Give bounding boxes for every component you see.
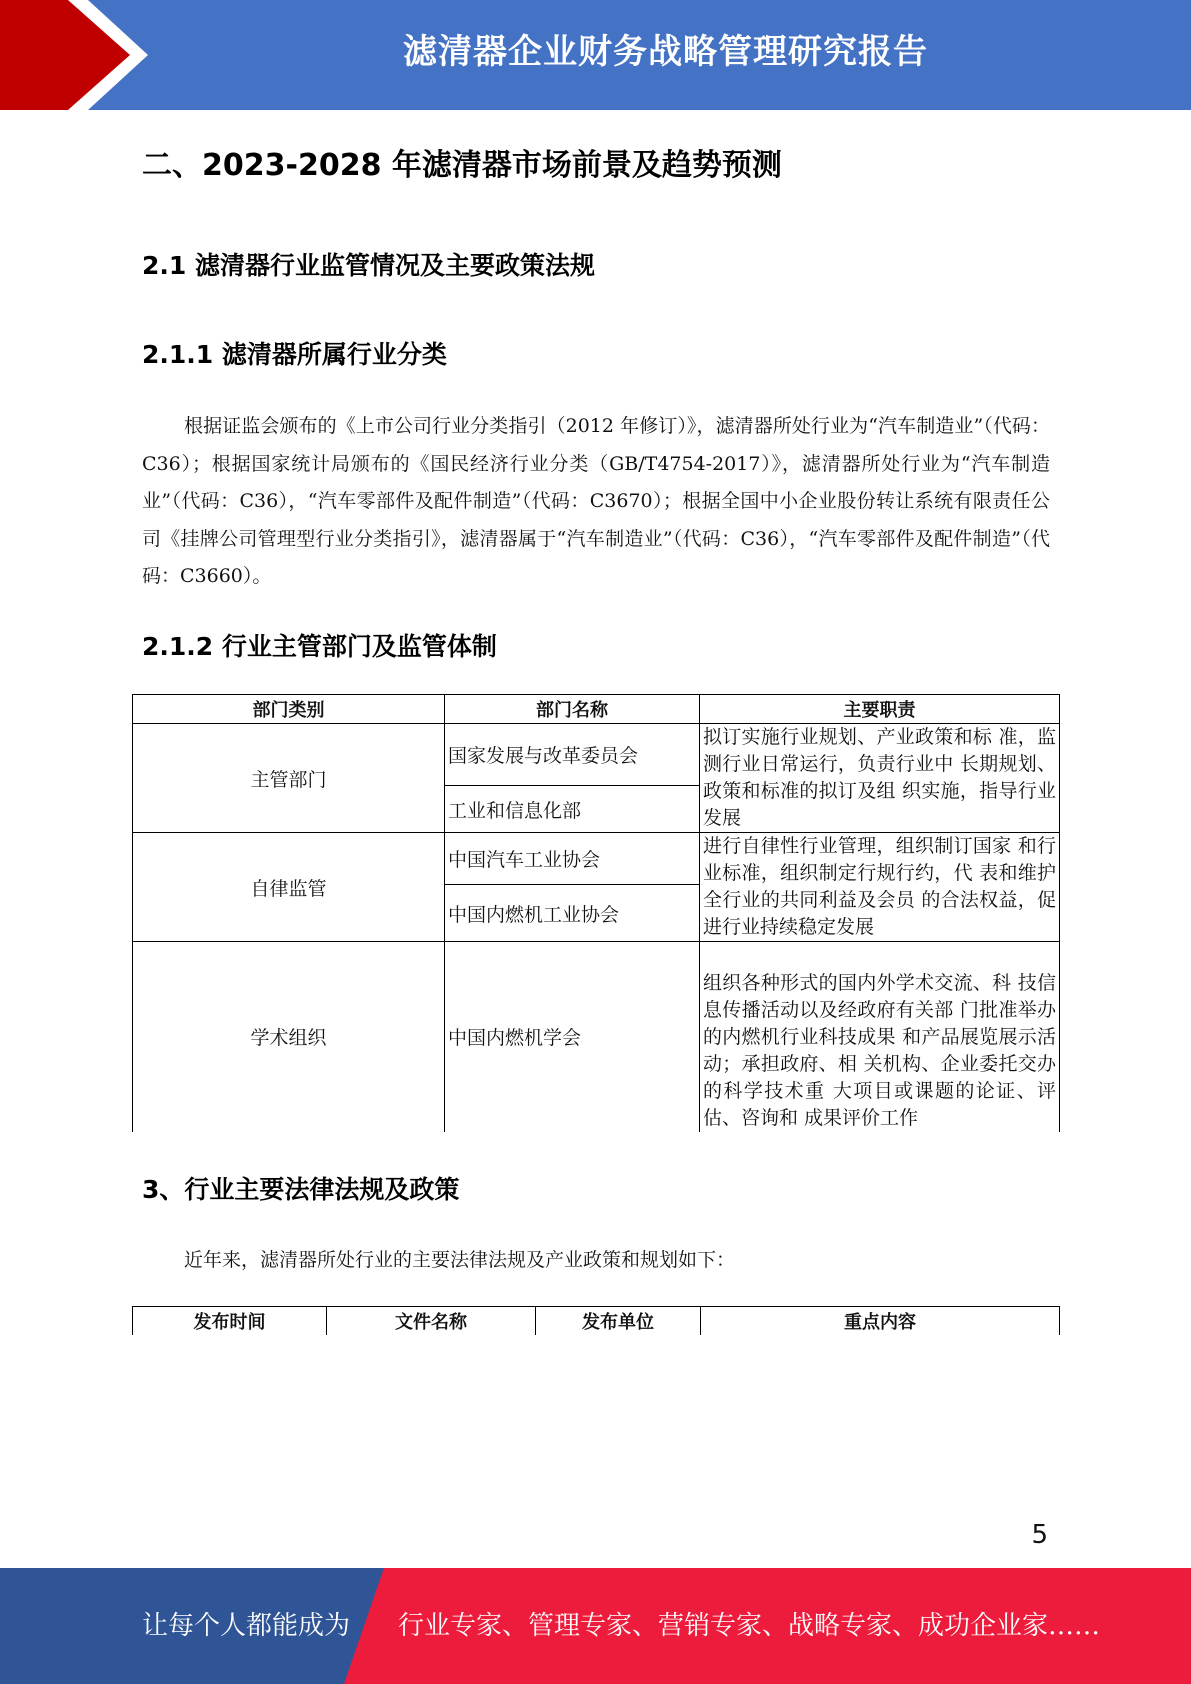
department-cell: 中国汽车工业协会 xyxy=(445,833,700,885)
table-row xyxy=(133,942,1060,1132)
header-date: 发布时间 xyxy=(133,1307,327,1336)
category-cell: 学术组织 xyxy=(133,942,445,1132)
table-row xyxy=(133,833,1060,885)
header-duty: 主要职责 xyxy=(700,695,1060,724)
duty-cell: 组织各种形式的国内外学术交流、科 技信息传播活动以及经政府有关部 门批准举办的内燃机行业科技成果 和产品展览展示活动；承担政府、相 关机构、企业委托交办的科学技术重 大项目或课题的论证、评估、咨询和 成果评价工作 xyxy=(700,942,1060,1132)
department-cell: 中国内燃机工业协会 xyxy=(445,885,700,942)
department-cell: 国家发展与改革委员会 xyxy=(445,724,700,786)
page-footer xyxy=(0,1568,1191,1684)
department-cell: 工业和信息化部 xyxy=(445,786,700,833)
policies-intro: 近年来，滤清器所处行业的主要法律法规及产业政策和规划如下： xyxy=(184,1249,736,1271)
table-header-row xyxy=(133,695,1060,724)
table-header-row xyxy=(133,1307,1060,1336)
header-content: 重点内容 xyxy=(701,1307,1060,1336)
category-cell: 自律监管 xyxy=(133,833,445,942)
duty-cell: 进行自律性行业管理，组织制订国家 和行业标准，组织制定行规行约，代 表和维护全行业的共同利益及会员 的合法权益，促进行业持续稳定发展 xyxy=(700,833,1060,942)
footer-slogan-right: 行业专家、管理专家、营销专家、战略专家、成功企业家…… xyxy=(398,1611,1101,1641)
department-cell: 中国内燃机学会 xyxy=(445,942,700,1132)
page-number: 5 xyxy=(1031,1520,1048,1550)
header-document: 文件名称 xyxy=(327,1307,536,1336)
header-category: 部门类别 xyxy=(133,695,445,724)
category-cell: 主管部门 xyxy=(133,724,445,833)
classification-paragraph: 根据证监会颁布的《上市公司行业分类指引（2012 年修订）》，滤清器所处行业为“汽车制造业”（代码：C36）；根据国家统计局颁布的《国民经济行业分类（GB/T4754-2017）》，滤清器所处行业为“汽车制造业”（代码：C36），“汽车零部件及配件制造”（代码：C3670）；根据全国中小企业股份转让系统有限责任公司《挂牌公司管理型行业分类指引》，滤清器属于“汽车制造业”（代码：C36），“汽车零部件及配件制造”（代码：C3660）。 xyxy=(142,415,1050,587)
section-heading-2-1: 2.1 滤清器行业监管情况及主要政策法规 xyxy=(142,251,595,280)
report-title: 滤清器企业财务战略管理研究报告 xyxy=(403,32,928,72)
header-publisher: 发布单位 xyxy=(536,1307,701,1336)
policies-table xyxy=(132,1306,1060,1335)
footer-slogan-left: 让每个人都能成为 xyxy=(142,1611,351,1641)
duty-cell: 拟订实施行业规划、产业政策和标 准，监测行业日常运行，负责行业中 长期规划、政策和标准的拟订及组 织实施，指导行业发展 xyxy=(700,724,1060,833)
header-name: 部门名称 xyxy=(445,695,700,724)
subsection-heading-2-1-2: 2.1.2 行业主管部门及监管体制 xyxy=(142,632,497,661)
regulators-table xyxy=(132,694,1060,1132)
table-row xyxy=(133,724,1060,786)
page-header xyxy=(0,0,1191,110)
section-heading-3: 3、行业主要法律法规及政策 xyxy=(142,1175,460,1204)
chapter-heading: 二、2023-2028 年滤清器市场前景及趋势预测 xyxy=(142,148,782,183)
subsection-heading-2-1-1: 2.1.1 滤清器所属行业分类 xyxy=(142,340,447,369)
